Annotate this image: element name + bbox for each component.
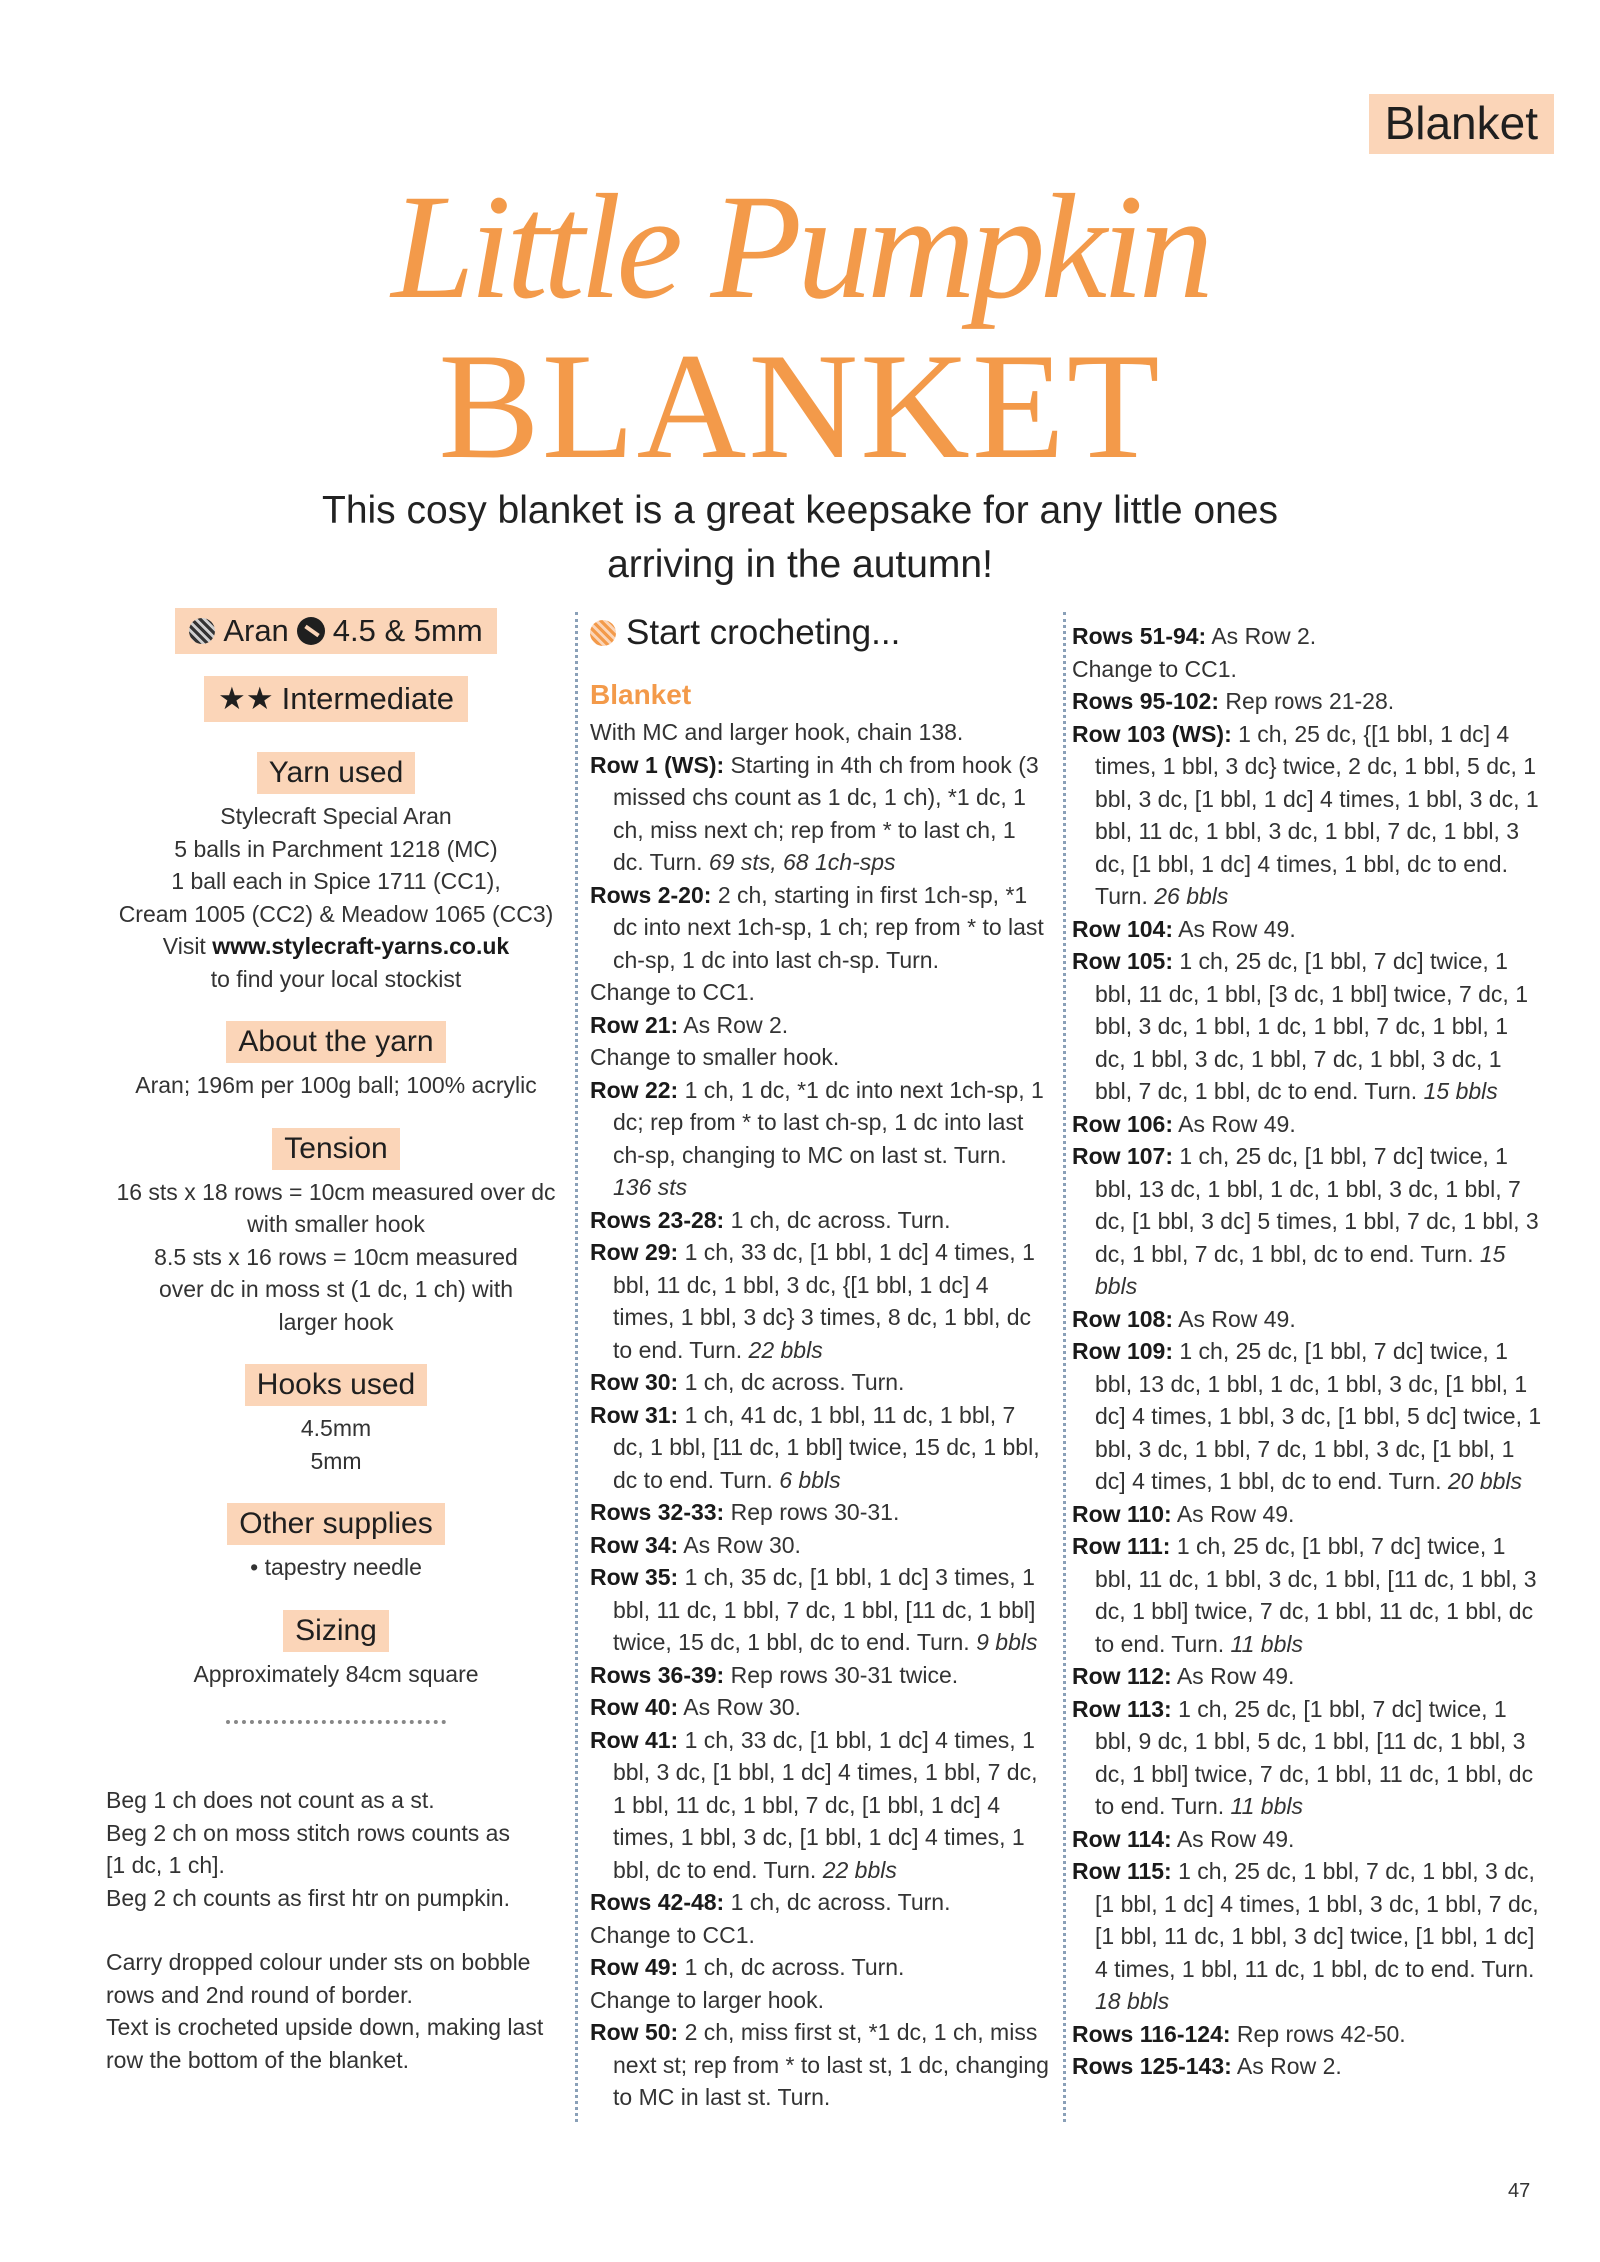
yarn-line: Cream 1005 (CC2) & Meadow 1065 (CC3) bbox=[118, 900, 554, 927]
row-instruction: Starting in 4th ch from hook (3 missed chs count as 1 dc, 1 ch), *1 dc, 1 ch, miss next ch; rep from * to last ch, 1 dc. Turn. bbox=[613, 751, 1039, 875]
row-count: 6 bbls bbox=[779, 1466, 841, 1493]
row-instruction: 1 ch, 25 dc, [1 bbl, 7 dc] twice, 1 bbl, 13 dc, 1 bbl, 1 dc, 1 bbl, 3 dc, 1 bbl, 7 dc, [1 bbl, 3 dc] 5 times, 1 bbl, 7 dc, 1 bbl, 3 dc, 1 bbl, 7 dc, 1 bbl, dc to end. Turn. bbox=[1095, 1143, 1539, 1267]
pattern-rows bbox=[590, 716, 1050, 2114]
note-line: Text is crocheted upside down, making last bbox=[106, 2014, 544, 2040]
difficulty-label: Intermediate bbox=[281, 681, 454, 716]
row-label: Rows 23-28: bbox=[590, 1206, 725, 1233]
other-supplies-text: • tapestry needle bbox=[250, 1554, 422, 1580]
row-label: Row 109: bbox=[1072, 1338, 1173, 1364]
yarn-line: 1 ball each in Spice 1711 (CC1), bbox=[171, 868, 501, 894]
row-instruction: Change to CC1. bbox=[590, 979, 755, 1005]
pattern-row bbox=[1072, 1855, 1542, 2018]
row-count: 22 bbls bbox=[748, 1336, 823, 1363]
row-count: 69 sts, 68 1ch-sps bbox=[708, 849, 896, 875]
row-instruction: 1 ch, 25 dc, {[1 bbl, 1 dc] 4 times, 1 bbl, 3 dc} twice, 2 dc, 1 bbl, 5 dc, 1 bbl, 3 dc, [1 bbl, 1 dc] 4 times, 1 bbl, 3 dc, 1 bbl, 11 dc, 1 bbl, 3 dc, 1 bbl, 7 dc, 1 bbl, 3 dc, [1 bbl, 1 dc] 4 times, 1 bbl, dc to end. Turn. bbox=[1095, 720, 1539, 909]
row-instruction: As Row 2. bbox=[1206, 623, 1317, 649]
yarn-weight: Aran bbox=[223, 613, 289, 648]
spec-badge bbox=[175, 608, 496, 654]
row-label: Row 30: bbox=[590, 1369, 679, 1395]
pattern-row bbox=[590, 1236, 1050, 1366]
pattern-row bbox=[1072, 1108, 1542, 1141]
note-line: Carry dropped colour under sts on bobble bbox=[106, 1949, 531, 1975]
note bbox=[106, 1784, 576, 1914]
row-count: 9 bbls bbox=[976, 1629, 1038, 1655]
row-count: 18 bbls bbox=[1095, 1988, 1170, 2014]
pattern-row bbox=[1072, 1530, 1542, 1660]
yarn-ball-icon bbox=[189, 618, 215, 644]
row-instruction: As Row 30. bbox=[678, 1694, 801, 1720]
row-instruction: 2 ch, starting in first 1ch-sp, *1 dc into next 1ch-sp, 1 ch; rep from * to last ch-sp, 1 dc into last ch-sp. Turn. bbox=[613, 881, 1044, 973]
row-instruction: 1 ch, 25 dc, [1 bbl, 7 dc] twice, 1 bbl, 13 dc, 1 bbl, 1 dc, 1 bbl, 3 dc, [1 bbl, 1 dc] 4 times, 1 bbl, 3 dc, [1 bbl, 5 dc] twice, 1 bbl, 3 dc, 1 bbl, 7 dc, 1 bbl, 3 dc, [1 bbl, 1 dc] 4 times, 1 bbl, dc to end. Turn. bbox=[1095, 1338, 1542, 1494]
page-number: 47 bbox=[1508, 2180, 1531, 2202]
pattern-column-right bbox=[1072, 620, 1542, 2083]
pattern-row bbox=[1072, 653, 1542, 686]
hook-line: 4.5mm bbox=[300, 1415, 372, 1441]
pattern-row bbox=[1072, 1335, 1542, 1498]
row-instruction: 1 ch, dc across. Turn. bbox=[678, 1369, 905, 1395]
row-instruction: Rep rows 30-31. bbox=[724, 1499, 900, 1525]
row-instruction: As Row 49. bbox=[1172, 1110, 1296, 1137]
pattern-row bbox=[590, 1919, 1050, 1952]
row-instruction: Rep rows 42-50. bbox=[1230, 2020, 1406, 2047]
row-instruction: 1 ch, 33 dc, [1 bbl, 1 dc] 4 times, 1 bbl, 3 dc, [1 bbl, 1 dc] 4 times, 1 bbl, 7 dc, 1 bbl, 11 dc, 1 bbl, 7 dc, [1 bbl, 1 dc] 4 times, 1 bbl, 3 dc, [1 bbl, 1 dc] 4 times, 1 bbl, dc to end. Turn. bbox=[613, 1726, 1038, 1883]
row-instruction: Change to CC1. bbox=[1072, 655, 1237, 682]
row-label: Rows 42-48: bbox=[590, 1889, 725, 1915]
pattern-row bbox=[590, 716, 1050, 749]
pattern-row bbox=[590, 749, 1050, 879]
difficulty-badge bbox=[204, 676, 468, 722]
row-instruction: 1 ch, 25 dc, [1 bbl, 7 dc] twice, 1 bbl, 11 dc, 1 bbl, 3 dc, 1 bbl, [11 dc, 1 bbl, 3 dc, 1 bbl] twice, 7 dc, 1 bbl, 11 dc, 1 bbl, dc to end. Turn. bbox=[1095, 1533, 1537, 1657]
yarn-used-text bbox=[106, 800, 566, 995]
subheading: Blanket bbox=[590, 679, 692, 710]
pattern-row bbox=[590, 1009, 1050, 1042]
hook-line: 5mm bbox=[310, 1447, 362, 1474]
row-instruction: Change to smaller hook. bbox=[590, 1044, 840, 1070]
pattern-row bbox=[590, 1561, 1050, 1659]
pattern-row bbox=[590, 1659, 1050, 1692]
row-label: Row 108: bbox=[1072, 1305, 1173, 1332]
row-label: Row 40: bbox=[590, 1694, 679, 1720]
row-label: Rows 2-20: bbox=[590, 881, 712, 908]
other-supplies-label: Other supplies bbox=[227, 1503, 444, 1545]
note-line: rows and 2nd round of border. bbox=[106, 1981, 413, 2008]
row-label: Row 41: bbox=[590, 1726, 679, 1753]
column-divider bbox=[1063, 612, 1066, 2122]
pattern-row bbox=[590, 2016, 1050, 2114]
pattern-row bbox=[1072, 1303, 1542, 1336]
yarn-line: Stylecraft Special Aran bbox=[220, 803, 452, 829]
row-instruction: 1 ch, dc across. Turn. bbox=[724, 1206, 951, 1233]
row-count: 15 bbls bbox=[1095, 1240, 1506, 1299]
row-instruction: As Row 49. bbox=[1171, 1500, 1295, 1527]
yarn-line bbox=[106, 930, 566, 963]
pattern-row bbox=[1072, 945, 1542, 1108]
row-label: Row 107: bbox=[1072, 1143, 1173, 1169]
row-label: Rows 125-143: bbox=[1072, 2053, 1232, 2079]
row-instruction: 1 ch, 35 dc, [1 bbl, 1 dc] 3 times, 1 bbl, 11 dc, 1 bbl, 7 dc, 1 bbl, [11 dc, 1 bbl] twice, 15 dc, 1 bbl, dc to end. Turn. bbox=[613, 1564, 1036, 1655]
row-label: Rows 95-102: bbox=[1072, 688, 1220, 714]
note-line: row the bottom of the blanket. bbox=[106, 2046, 410, 2073]
title-script: Little Pumpkin bbox=[391, 164, 1209, 330]
pattern-row bbox=[1072, 718, 1542, 913]
pattern-row bbox=[590, 1724, 1050, 1887]
pattern-row bbox=[1072, 685, 1542, 718]
pattern-row bbox=[590, 1204, 1050, 1237]
tension-line: over dc in moss st (1 dc, 1 ch) with bbox=[158, 1276, 514, 1302]
hooks-used-label: Hooks used bbox=[245, 1364, 427, 1406]
yarn-line: 5 balls in Parchment 1218 (MC) bbox=[174, 835, 498, 862]
row-label: Row 34: bbox=[590, 1531, 679, 1558]
info-column bbox=[106, 608, 566, 1724]
pattern-row bbox=[1072, 2050, 1542, 2083]
tension-line: 16 sts x 18 rows = 10cm measured over dc bbox=[116, 1178, 556, 1205]
row-label: Row 105: bbox=[1072, 948, 1173, 974]
row-instruction: Rep rows 21-28. bbox=[1219, 688, 1395, 714]
row-label: Row 115: bbox=[1072, 1858, 1172, 1884]
row-count: 11 bbls bbox=[1230, 1630, 1303, 1657]
row-label: Row 113: bbox=[1072, 1695, 1172, 1722]
row-instruction: 1 ch, dc across. Turn. bbox=[724, 1889, 951, 1915]
hook-size: 4.5 & 5mm bbox=[332, 613, 483, 648]
note-line: Beg 1 ch does not count as a st. bbox=[106, 1787, 435, 1813]
hooks-used-text bbox=[106, 1412, 566, 1477]
row-instruction: As Row 49. bbox=[1171, 1663, 1295, 1689]
pattern-row bbox=[1072, 1140, 1542, 1303]
row-label: Rows 51-94: bbox=[1072, 623, 1207, 649]
pattern-row bbox=[590, 976, 1050, 1009]
row-count: 11 bbls bbox=[1230, 1793, 1303, 1819]
row-instruction: With MC and larger hook, chain 138. bbox=[590, 719, 964, 745]
section-heading bbox=[590, 608, 1050, 658]
note bbox=[106, 1946, 576, 2076]
pattern-row bbox=[590, 1074, 1050, 1204]
row-label: Row 104: bbox=[1072, 915, 1173, 942]
visit-text: Visit bbox=[162, 933, 206, 959]
row-instruction: 1 ch, 33 dc, [1 bbl, 1 dc] 4 times, 1 bbl, 11 dc, 1 bbl, 3 dc, {[1 bbl, 1 dc] 4 times, 1 bbl, 3 dc} 3 times, 8 dc, 1 bbl, dc to end. Turn. bbox=[613, 1239, 1035, 1363]
pattern-row bbox=[1072, 913, 1542, 946]
row-label: Row 22: bbox=[590, 1076, 679, 1103]
row-count: 15 bbls bbox=[1423, 1078, 1498, 1104]
note-line: Beg 2 ch counts as first htr on pumpkin. bbox=[106, 1884, 510, 1911]
row-label: Row 31: bbox=[590, 1401, 679, 1428]
sizing-label: Sizing bbox=[283, 1610, 389, 1652]
row-label: Row 103 (WS): bbox=[1072, 720, 1232, 747]
row-instruction: As Row 49. bbox=[1172, 1305, 1296, 1332]
row-instruction: 2 ch, miss first st, *1 dc, 1 ch, miss next st; rep from * to last st, 1 dc, changing to MC in last st. Turn. bbox=[613, 2019, 1049, 2110]
row-label: Rows 36-39: bbox=[590, 1661, 725, 1688]
row-label: Row 106: bbox=[1072, 1110, 1173, 1137]
row-label: Row 1 (WS): bbox=[590, 751, 725, 778]
tension-line: 8.5 sts x 16 rows = 10cm measured bbox=[154, 1243, 518, 1270]
tension-text bbox=[106, 1176, 566, 1339]
pattern-notes bbox=[106, 1784, 576, 2108]
pattern-row bbox=[1072, 1693, 1542, 1823]
note-line: [1 dc, 1 ch]. bbox=[106, 1852, 225, 1878]
row-label: Row 49: bbox=[590, 1954, 679, 1980]
row-count: 20 bbls bbox=[1447, 1468, 1523, 1494]
row-count: 26 bbls bbox=[1154, 883, 1229, 909]
pattern-row bbox=[590, 1399, 1050, 1497]
row-instruction: 1 ch, 25 dc, [1 bbl, 7 dc] twice, 1 bbl, 9 dc, 1 bbl, 5 dc, 1 bbl, [11 dc, 1 bbl, 3 dc, 1 bbl] twice, 7 dc, 1 bbl, 11 dc, 1 bbl, dc to end. Turn. bbox=[1095, 1695, 1534, 1819]
yarn-line: to find your local stockist bbox=[210, 965, 462, 992]
section-tag: Blanket bbox=[1369, 94, 1554, 154]
yarn-used-label: Yarn used bbox=[257, 752, 416, 794]
spec-row bbox=[106, 608, 566, 654]
row-label: Row 29: bbox=[590, 1239, 679, 1265]
pattern-row bbox=[590, 1496, 1050, 1529]
page-title: BLANKET bbox=[438, 322, 1162, 490]
pattern-row bbox=[590, 1691, 1050, 1724]
pattern-row bbox=[1072, 620, 1542, 653]
row-label: Row 114: bbox=[1072, 1825, 1172, 1852]
row-instruction: 1 ch, 1 dc, *1 dc into next 1ch-sp, 1 dc; rep from * to last ch-sp, 1 dc into last ch-sp, changing to MC on last st. Turn. bbox=[613, 1076, 1044, 1168]
tension-line: with smaller hook bbox=[247, 1211, 425, 1237]
stockist-link[interactable]: www.stylecraft-yarns.co.uk bbox=[212, 933, 510, 959]
pattern-row bbox=[590, 1041, 1050, 1074]
sizing-text: Approximately 84cm square bbox=[193, 1660, 479, 1687]
row-label: Row 21: bbox=[590, 1011, 679, 1038]
pattern-row bbox=[1072, 2018, 1542, 2051]
row-label: Row 110: bbox=[1072, 1500, 1172, 1527]
pattern-rows bbox=[1072, 620, 1542, 2083]
pattern-row bbox=[1072, 1498, 1542, 1531]
pattern-row bbox=[590, 879, 1050, 977]
column-divider bbox=[575, 612, 578, 2122]
row-label: Row 112: bbox=[1072, 1663, 1172, 1689]
row-instruction: 1 ch, 25 dc, [1 bbl, 7 dc] twice, 1 bbl, 11 dc, 1 bbl, [3 dc, 1 bbl] twice, 7 dc, 1 bbl, 3 dc, 1 bbl, 1 dc, 1 bbl, 7 dc, 1 bbl, 1 dc, 1 bbl, 3 dc, 1 bbl, 7 dc, 1 bbl, 3 dc, 1 bbl, 7 dc, 1 bbl, dc to end. Turn. bbox=[1095, 948, 1528, 1104]
row-count: 136 sts bbox=[613, 1174, 688, 1200]
row-instruction: 1 ch, 41 dc, 1 bbl, 11 dc, 1 bbl, 7 dc, 1 bbl, [11 dc, 1 bbl] twice, 15 dc, 1 bbl, dc to end. Turn. bbox=[613, 1401, 1040, 1493]
row-instruction: As Row 30. bbox=[678, 1531, 801, 1558]
row-instruction: Change to CC1. bbox=[590, 1921, 755, 1948]
pattern-row bbox=[590, 1886, 1050, 1919]
row-instruction: 1 ch, dc across. Turn. bbox=[678, 1954, 905, 1980]
about-yarn-label: About the yarn bbox=[226, 1021, 445, 1063]
star-icon: ★★ bbox=[218, 681, 274, 716]
note-line: Beg 2 ch on moss stitch rows counts as bbox=[106, 1819, 510, 1846]
about-yarn-text: Aran; 196m per 100g ball; 100% acrylic bbox=[135, 1072, 537, 1098]
pattern-row bbox=[1072, 1823, 1542, 1856]
row-instruction: As Row 2. bbox=[678, 1011, 789, 1038]
tension-label: Tension bbox=[272, 1128, 399, 1170]
row-instruction: As Row 49. bbox=[1171, 1825, 1295, 1852]
row-instruction: 1 ch, 25 dc, 1 bbl, 7 dc, 1 bbl, 3 dc, [1 bbl, 1 dc] 4 times, 1 bbl, 3 dc, 1 bbl, 7 dc, [1 bbl, 11 dc, 1 bbl, 3 dc] twice, [1 bbl, 1 dc] 4 times, 1 bbl, 11 dc, 1 bbl, dc to end. Turn. bbox=[1095, 1858, 1539, 1982]
row-instruction: As Row 2. bbox=[1231, 2053, 1342, 2079]
row-label: Row 35: bbox=[590, 1564, 679, 1590]
row-instruction: Rep rows 30-31 twice. bbox=[724, 1661, 959, 1688]
pattern-row bbox=[590, 1984, 1050, 2017]
pattern-column-middle bbox=[590, 608, 1050, 2114]
row-label: Row 50: bbox=[590, 2019, 679, 2045]
section-heading-text: Start crocheting... bbox=[626, 613, 901, 652]
difficulty-row bbox=[106, 676, 566, 722]
pattern-row bbox=[590, 1366, 1050, 1399]
hook-icon bbox=[297, 617, 325, 645]
row-label: Rows 32-33: bbox=[590, 1499, 725, 1525]
pattern-row bbox=[590, 1951, 1050, 1984]
subtitle: This cosy blanket is a great keepsake for any little ones arriving in the autumn! bbox=[322, 489, 1278, 586]
pattern-row bbox=[1072, 1660, 1542, 1693]
row-instruction: As Row 49. bbox=[1172, 915, 1296, 942]
row-label: Rows 116-124: bbox=[1072, 2020, 1231, 2047]
pattern-row bbox=[590, 1529, 1050, 1562]
row-instruction: Change to larger hook. bbox=[590, 1986, 824, 2013]
yarn-ball-icon bbox=[590, 620, 616, 646]
dotted-divider bbox=[226, 1720, 446, 1724]
row-count: 22 bbls bbox=[822, 1856, 897, 1883]
row-label: Row 111: bbox=[1072, 1533, 1171, 1559]
tension-line: larger hook bbox=[278, 1308, 394, 1335]
